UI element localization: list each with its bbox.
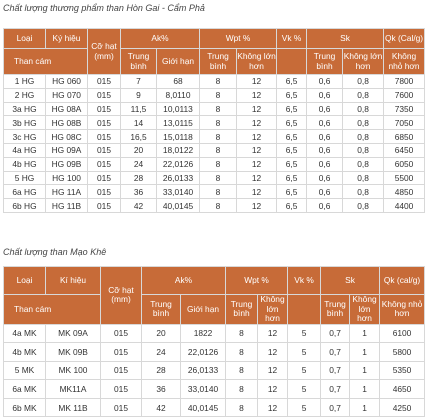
header-ak-gioi-han: Giới hạn (157, 49, 200, 75)
table1-caption: Chất lượng thương phẩm than Hòn Gai - Cẩm Phả (3, 3, 205, 13)
header-wpt-khong-lon-hon: Không lớn hơn (237, 49, 277, 75)
cell-wpt-khong-lon-hon: 12 (258, 380, 288, 399)
cell-ak-gioi-han: 8,0110 (157, 88, 200, 102)
cell-wpt-trung-binh: 8 (200, 88, 237, 102)
header-ky-hieu: Kí hiệu (46, 267, 101, 295)
cell-ak-trung-binh: 14 (121, 116, 157, 130)
cell-sk-trung-binh: 0,7 (321, 343, 350, 362)
cell-sk-trung-binh: 0,6 (307, 116, 343, 130)
cell-co-hat: 015 (88, 157, 121, 171)
table-row (4, 88, 425, 102)
header-qk: Qk (Cal/g) (384, 29, 425, 49)
cell-ak-trung-binh: 28 (142, 361, 181, 380)
cell-ak-trung-binh: 11,5 (121, 102, 157, 116)
cell-sk-trung-binh: 0,6 (307, 199, 343, 213)
cell-sk-khong-lon-hon: 1 (350, 343, 380, 362)
cell-wpt-trung-binh: 8 (200, 75, 237, 89)
cell-wpt-trung-binh: 8 (226, 343, 258, 362)
cell-sk-khong-lon-hon: 0,8 (343, 130, 384, 144)
cell-ky-hieu: HG 070 (46, 88, 88, 102)
table-row (4, 75, 425, 89)
table-row (4, 157, 425, 171)
cell-co-hat: 015 (88, 130, 121, 144)
table2-mao-khe (3, 266, 425, 417)
cell-loai: 4a HG (4, 143, 46, 157)
cell-ak-gioi-han: 22,0126 (157, 157, 200, 171)
cell-vk: 6,5 (277, 143, 307, 157)
cell-sk-khong-lon-hon: 0,8 (343, 171, 384, 185)
cell-vk: 6,5 (277, 88, 307, 102)
cell-ak-gioi-han: 33,0140 (181, 380, 226, 399)
header-qk-khong-nho-hon: Không nhỏ hơn (384, 49, 425, 75)
table-row (4, 361, 425, 380)
cell-co-hat: 015 (88, 88, 121, 102)
cell-ak-trung-binh: 16,5 (121, 130, 157, 144)
cell-sk-trung-binh: 0,6 (307, 171, 343, 185)
table-row (4, 343, 425, 362)
cell-qk: 6100 (380, 324, 425, 343)
table1-body (4, 75, 425, 213)
cell-sk-khong-lon-hon: 0,8 (343, 143, 384, 157)
cell-co-hat: 015 (101, 398, 142, 417)
cell-sk-trung-binh: 0,7 (321, 361, 350, 380)
cell-ak-trung-binh: 9 (121, 88, 157, 102)
cell-ak-gioi-han: 22,0126 (181, 343, 226, 362)
header-vk-blank (288, 295, 321, 325)
cell-wpt-khong-lon-hon: 12 (258, 361, 288, 380)
header-ak: Ak% (142, 267, 226, 295)
header-co-hat: Cỡ hạt (mm) (88, 29, 121, 75)
cell-co-hat: 015 (88, 199, 121, 213)
cell-ak-trung-binh: 28 (121, 171, 157, 185)
header-ak-trung-binh: Trung bình (121, 49, 157, 75)
header-sk: Sk (307, 29, 384, 49)
cell-ky-hieu: HG 08B (46, 116, 88, 130)
cell-wpt-khong-lon-hon: 12 (258, 343, 288, 362)
cell-ak-gioi-han: 40,0145 (157, 199, 200, 213)
cell-vk: 6,5 (277, 102, 307, 116)
cell-wpt-khong-lon-hon: 12 (237, 143, 277, 157)
cell-sk-trung-binh: 0,6 (307, 102, 343, 116)
cell-sk-khong-lon-hon: 0,8 (343, 157, 384, 171)
cell-sk-trung-binh: 0,6 (307, 130, 343, 144)
header-vk: Vk % (288, 267, 321, 295)
cell-ky-hieu: HG 09B (46, 157, 88, 171)
cell-ak-trung-binh: 24 (121, 157, 157, 171)
cell-co-hat: 015 (101, 361, 142, 380)
header-vk: Vk % (277, 29, 307, 49)
cell-ky-hieu: MK 09A (46, 324, 101, 343)
header-ak-gioi-han: Giới hạn (181, 295, 226, 325)
cell-sk-trung-binh: 0,6 (307, 185, 343, 199)
cell-ky-hieu: HG 08A (46, 102, 88, 116)
cell-ky-hieu: HG 11A (46, 185, 88, 199)
header-sk-khong-lon-hon: Không lớn hơn (350, 295, 380, 325)
cell-vk: 6,5 (277, 130, 307, 144)
cell-ak-gioi-han: 68 (157, 75, 200, 89)
cell-wpt-khong-lon-hon: 12 (258, 398, 288, 417)
header-than-cam: Than cám (4, 295, 101, 325)
cell-ky-hieu: HG 11B (46, 199, 88, 213)
cell-ak-gioi-han: 1822 (181, 324, 226, 343)
cell-wpt-khong-lon-hon: 12 (237, 185, 277, 199)
cell-loai: 5 HG (4, 171, 46, 185)
header-qk: Qk (cal/g) (380, 267, 425, 295)
cell-ak-trung-binh: 36 (142, 380, 181, 399)
cell-sk-khong-lon-hon: 0,8 (343, 185, 384, 199)
cell-loai: 4b MK (4, 343, 46, 362)
table-row (4, 380, 425, 399)
cell-sk-khong-lon-hon: 0,8 (343, 199, 384, 213)
table-row (4, 130, 425, 144)
cell-qk: 6450 (384, 143, 425, 157)
cell-co-hat: 015 (101, 380, 142, 399)
cell-sk-trung-binh: 0,6 (307, 157, 343, 171)
cell-loai: 5 MK (4, 361, 46, 380)
cell-wpt-khong-lon-hon: 12 (237, 130, 277, 144)
cell-loai: 6b MK (4, 398, 46, 417)
cell-sk-trung-binh: 0,7 (321, 324, 350, 343)
cell-ak-gioi-han: 26,0133 (181, 361, 226, 380)
cell-qk: 4400 (384, 199, 425, 213)
cell-ky-hieu: HG 09A (46, 143, 88, 157)
header-sk-khong-lon-hon: Không lớn hơn (343, 49, 384, 75)
cell-vk: 6,5 (277, 199, 307, 213)
cell-wpt-trung-binh: 8 (200, 185, 237, 199)
table-row (4, 143, 425, 157)
cell-wpt-khong-lon-hon: 12 (258, 324, 288, 343)
cell-sk-trung-binh: 0,7 (321, 380, 350, 399)
header-sk-trung-binh: Trung bình (321, 295, 350, 325)
header-co-hat: Cỡ hạt (mm) (101, 267, 142, 325)
header-wpt: Wpt % (200, 29, 277, 49)
cell-co-hat: 015 (88, 185, 121, 199)
cell-wpt-khong-lon-hon: 12 (237, 157, 277, 171)
cell-ky-hieu: MK11A (46, 380, 101, 399)
cell-wpt-khong-lon-hon: 12 (237, 75, 277, 89)
cell-wpt-trung-binh: 8 (226, 361, 258, 380)
cell-ak-trung-binh: 36 (121, 185, 157, 199)
cell-co-hat: 015 (88, 102, 121, 116)
cell-ky-hieu: HG 100 (46, 171, 88, 185)
cell-loai: 2 HG (4, 88, 46, 102)
cell-wpt-trung-binh: 8 (226, 398, 258, 417)
cell-wpt-trung-binh: 8 (226, 380, 258, 399)
cell-qk: 7050 (384, 116, 425, 130)
cell-loai: 1 HG (4, 75, 46, 89)
cell-qk: 6850 (384, 130, 425, 144)
cell-loai: 3a HG (4, 102, 46, 116)
cell-sk-trung-binh: 0,6 (307, 75, 343, 89)
cell-vk: 5 (288, 398, 321, 417)
cell-co-hat: 015 (88, 171, 121, 185)
header-than-cam: Than cám (4, 49, 88, 75)
table-row (4, 324, 425, 343)
header-loai: Loại (4, 267, 46, 295)
cell-sk-trung-binh: 0,6 (307, 143, 343, 157)
cell-wpt-khong-lon-hon: 12 (237, 88, 277, 102)
cell-sk-khong-lon-hon: 1 (350, 361, 380, 380)
cell-vk: 5 (288, 343, 321, 362)
table-row (4, 116, 425, 130)
header-wpt-khong-lon-hon: Không lớn hơn (258, 295, 288, 325)
cell-co-hat: 015 (88, 75, 121, 89)
cell-loai: 6a MK (4, 380, 46, 399)
cell-loai: 6a HG (4, 185, 46, 199)
cell-sk-trung-binh: 0,7 (321, 398, 350, 417)
cell-ak-trung-binh: 20 (142, 324, 181, 343)
cell-ky-hieu: MK 100 (46, 361, 101, 380)
cell-sk-khong-lon-hon: 1 (350, 380, 380, 399)
cell-ak-gioi-han: 13,0115 (157, 116, 200, 130)
header-sk: Sk (321, 267, 380, 295)
cell-ak-gioi-han: 40,0145 (181, 398, 226, 417)
header-sk-trung-binh: Trung bình (307, 49, 343, 75)
table2-body (4, 324, 425, 417)
cell-co-hat: 015 (88, 116, 121, 130)
cell-wpt-trung-binh: 8 (200, 102, 237, 116)
cell-loai: 3b HG (4, 116, 46, 130)
cell-qk: 4850 (384, 185, 425, 199)
cell-wpt-trung-binh: 8 (200, 199, 237, 213)
header-ky-hieu: Ký hiệu (46, 29, 88, 49)
cell-wpt-trung-binh: 8 (200, 171, 237, 185)
cell-vk: 6,5 (277, 157, 307, 171)
cell-wpt-trung-binh: 8 (200, 116, 237, 130)
cell-wpt-khong-lon-hon: 12 (237, 171, 277, 185)
cell-wpt-trung-binh: 8 (200, 157, 237, 171)
table-row (4, 185, 425, 199)
cell-sk-khong-lon-hon: 0,8 (343, 102, 384, 116)
header-ak-trung-binh: Trung bình (142, 295, 181, 325)
cell-qk: 7800 (384, 75, 425, 89)
cell-vk: 5 (288, 380, 321, 399)
cell-ak-gioi-han: 26,0133 (157, 171, 200, 185)
cell-sk-khong-lon-hon: 1 (350, 324, 380, 343)
cell-wpt-khong-lon-hon: 12 (237, 116, 277, 130)
cell-wpt-trung-binh: 8 (200, 130, 237, 144)
cell-loai: 6b HG (4, 199, 46, 213)
cell-ak-gioi-han: 10,0113 (157, 102, 200, 116)
table-row (4, 171, 425, 185)
cell-vk: 6,5 (277, 171, 307, 185)
cell-vk: 5 (288, 361, 321, 380)
cell-ak-trung-binh: 7 (121, 75, 157, 89)
cell-ky-hieu: HG 08C (46, 130, 88, 144)
cell-ak-trung-binh: 42 (142, 398, 181, 417)
cell-loai: 3c HG (4, 130, 46, 144)
cell-qk: 7350 (384, 102, 425, 116)
cell-ky-hieu: MK 09B (46, 343, 101, 362)
header-vk-blank (277, 49, 307, 75)
cell-sk-trung-binh: 0,6 (307, 88, 343, 102)
table2-caption: Chất lượng than Mạo Khê (3, 247, 107, 257)
cell-co-hat: 015 (101, 343, 142, 362)
table-row (4, 199, 425, 213)
cell-loai: 4a MK (4, 324, 46, 343)
cell-ak-gioi-han: 15,0118 (157, 130, 200, 144)
table1-hongai-camPha (3, 28, 425, 213)
cell-vk: 6,5 (277, 185, 307, 199)
cell-ky-hieu: HG 060 (46, 75, 88, 89)
header-wpt-trung-binh: Trung bình (226, 295, 258, 325)
cell-wpt-trung-binh: 8 (200, 143, 237, 157)
cell-loai: 4b HG (4, 157, 46, 171)
cell-sk-khong-lon-hon: 1 (350, 398, 380, 417)
cell-qk: 5800 (380, 343, 425, 362)
cell-qk: 7600 (384, 88, 425, 102)
cell-ak-gioi-han: 33,0140 (157, 185, 200, 199)
cell-qk: 5500 (384, 171, 425, 185)
header-wpt: Wpt % (226, 267, 288, 295)
cell-co-hat: 015 (88, 143, 121, 157)
cell-ky-hieu: MK 11B (46, 398, 101, 417)
cell-ak-trung-binh: 42 (121, 199, 157, 213)
cell-qk: 4650 (380, 380, 425, 399)
cell-sk-khong-lon-hon: 0,8 (343, 88, 384, 102)
header-loai: Loại (4, 29, 46, 49)
cell-ak-trung-binh: 24 (142, 343, 181, 362)
cell-wpt-khong-lon-hon: 12 (237, 199, 277, 213)
cell-qk: 6050 (384, 157, 425, 171)
cell-ak-trung-binh: 20 (121, 143, 157, 157)
cell-ak-gioi-han: 18,0122 (157, 143, 200, 157)
cell-sk-khong-lon-hon: 0,8 (343, 116, 384, 130)
table-row (4, 102, 425, 116)
header-wpt-trung-binh: Trung bình (200, 49, 237, 75)
header-qk-khong-nho-hon: Không nhỏ hơn (380, 295, 425, 325)
cell-qk: 5350 (380, 361, 425, 380)
cell-vk: 5 (288, 324, 321, 343)
cell-sk-khong-lon-hon: 0,8 (343, 75, 384, 89)
cell-vk: 6,5 (277, 75, 307, 89)
cell-co-hat: 015 (101, 324, 142, 343)
cell-vk: 6,5 (277, 116, 307, 130)
cell-qk: 4250 (380, 398, 425, 417)
cell-wpt-trung-binh: 8 (226, 324, 258, 343)
cell-wpt-khong-lon-hon: 12 (237, 102, 277, 116)
header-ak: Ak% (121, 29, 200, 49)
